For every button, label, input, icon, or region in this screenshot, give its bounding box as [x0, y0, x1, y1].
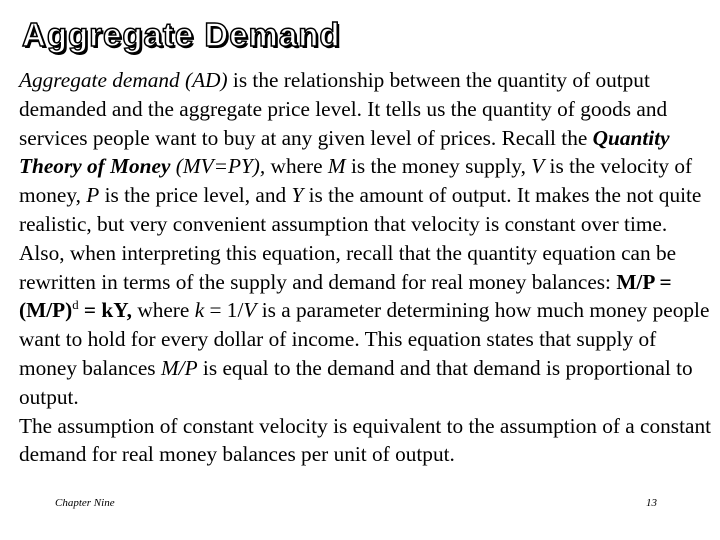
text-run: V	[243, 298, 257, 323]
footer-chapter: Chapter Nine	[55, 497, 115, 509]
text-run: d	[72, 298, 79, 313]
text-run: Y	[291, 183, 304, 208]
text-run: M/P	[160, 355, 198, 380]
text-run: is the price level, and	[99, 183, 292, 208]
text-run: is the velocity of money,	[19, 154, 693, 208]
text-run: Aggregate demand (AD)	[19, 68, 228, 92]
text-run: k	[194, 298, 205, 323]
text-run: where	[132, 298, 195, 323]
slide-body	[19, 66, 715, 469]
slide-title: Aggregate Demand	[22, 16, 341, 53]
text-run: M	[327, 154, 346, 179]
text-run: is equal to the demand and that demand is proportional to output.	[19, 355, 693, 409]
text-run: (MV=PY),	[170, 154, 266, 179]
paragraph-1	[19, 66, 715, 412]
text-run: = kY,	[78, 298, 132, 323]
footer-page-number: 13	[646, 497, 657, 509]
text-run: is a parameter determining how much money people want to hold for every dollar of income. This equation states that supply of money balances	[19, 298, 710, 380]
text-run: is the amount of output. It makes the not quite realistic, but very convenient assumption that velocity is constant over time. Also, when interpreting this equation, recall that the quantity equation can be rewritten in terms of the supply and demand for real money balances:	[19, 183, 702, 294]
text-run: P	[86, 183, 100, 208]
text-run: Quantity Theory of Money	[19, 125, 670, 179]
text-run: where	[265, 154, 328, 179]
paragraph-2: The assumption of constant velocity is equivalent to the assumption of a constant demand for real money balances per unit of output.	[19, 413, 712, 467]
text-run: V	[531, 154, 545, 179]
text-run: M/P = (M/P)	[19, 269, 672, 323]
text-run: is the money supply,	[345, 154, 532, 179]
text-run: is the relationship between the quantity of output demanded and the aggregate price level. It tells us the quantity of goods and services people want to buy at any given level of prices. Recall the	[19, 68, 668, 150]
text-run: = 1/	[204, 298, 244, 323]
